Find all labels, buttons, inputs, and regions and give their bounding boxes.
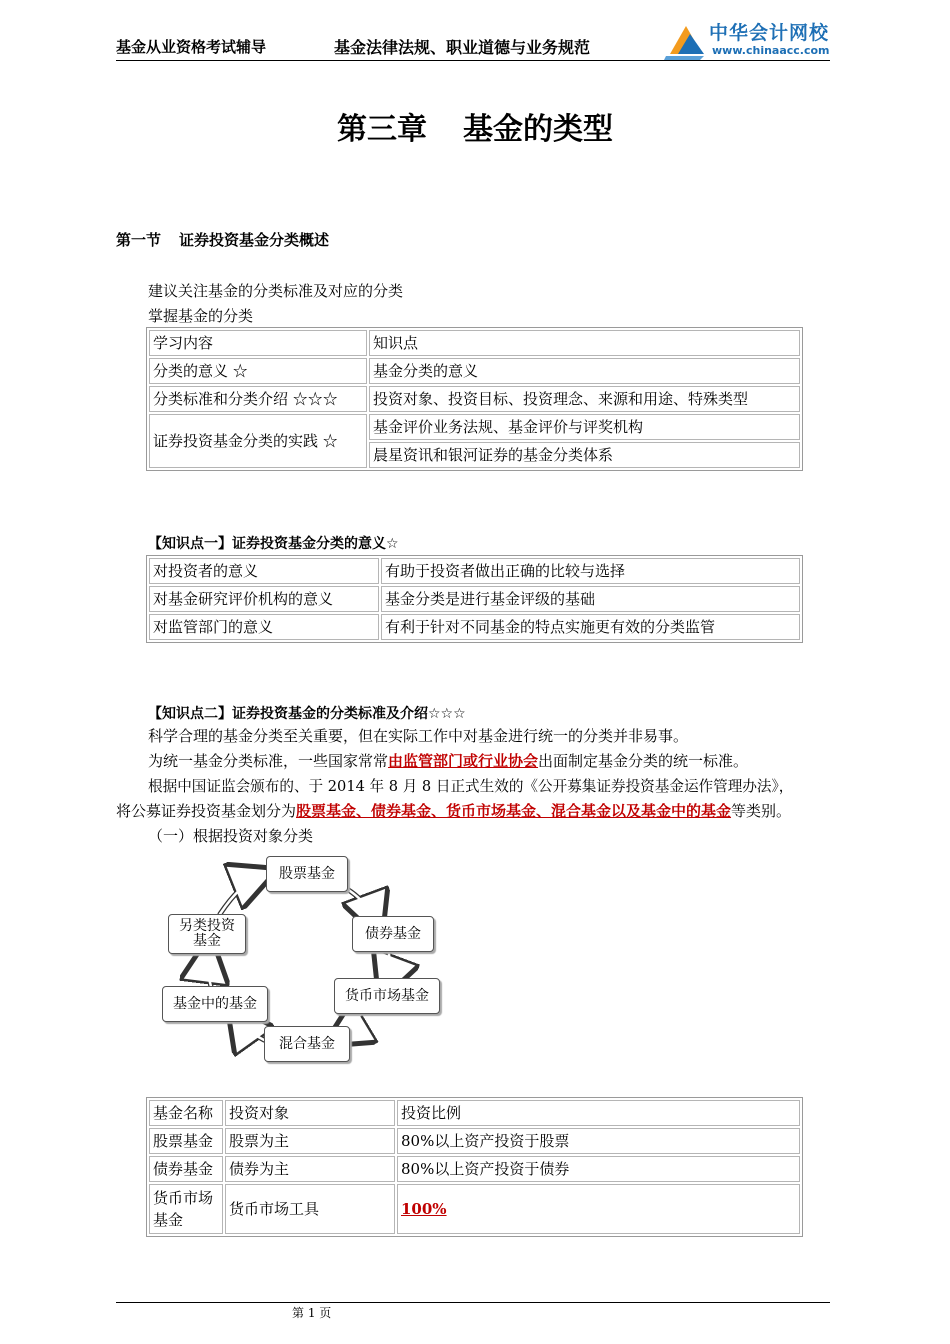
fund-investment-table <box>146 1097 803 1237</box>
kp2-paragraph-2-text-end: 出面制定基金分类的统一标准。 <box>538 752 749 770</box>
kp2-highlight-fund-types: 股票基金、债券基金、货币市场基金、混合基金以及基金中的基金 <box>296 802 732 820</box>
node-alternative-fund-line-1: 另类投资 <box>179 918 235 934</box>
header-subject-title: 基金法律法规、职业道德与业务规范 <box>334 38 591 57</box>
table-row <box>149 386 800 412</box>
chapter-number: 第三章 <box>337 112 427 147</box>
table-row <box>149 586 800 612</box>
page-number: 第 1 页 <box>292 1306 332 1320</box>
node-fund-of-funds: 基金中的基金 <box>162 986 268 1022</box>
table-row <box>149 614 800 640</box>
logo-chinese-name: 中华会计网校 <box>709 22 830 44</box>
section-number: 第一节 <box>116 231 162 249</box>
node-alternative-fund <box>168 914 246 954</box>
table-row <box>149 358 800 384</box>
arrow-alt-to-stock <box>220 876 260 914</box>
logo-mark-icon <box>664 20 708 60</box>
table-row <box>149 414 800 440</box>
kp2-highlight-regulator: 由监管部门或行业协会 <box>388 752 539 770</box>
table-row <box>149 1100 800 1126</box>
kp2-paragraph-3: 根据中国证监会颁布的、于 2014 年 8 月 8 日正式生效的《公开募集证券投资基金运作管理办法》， <box>148 778 794 795</box>
table-header-cell: 基金名称 <box>149 1100 223 1126</box>
table-cell: 债券基金 <box>149 1156 223 1182</box>
table-header-cell: 投资比例 <box>397 1100 800 1126</box>
table-cell: 有利于针对不同基金的特点实施更有效的分类监管 <box>381 614 800 640</box>
table-cell: 股票为主 <box>225 1128 395 1154</box>
table-cell <box>149 1184 223 1234</box>
table-cell: 债券为主 <box>225 1156 395 1182</box>
node-bond-fund: 债券基金 <box>352 916 434 952</box>
table-cell: 80%以上资产投资于股票 <box>397 1128 800 1154</box>
table-row <box>149 1184 800 1234</box>
logo-url: www.chinaacc.com <box>712 44 830 57</box>
table-cell: 基金评价业务法规、基金评价与评奖机构 <box>369 414 800 440</box>
knowledge-point-2-title: 【知识点二】证券投资基金的分类标准及介绍☆☆☆ <box>148 706 466 722</box>
kp2-paragraph-4-text-end: 等类别。 <box>731 802 792 820</box>
table-cell: 股票基金 <box>149 1128 223 1154</box>
table-row <box>149 558 800 584</box>
brand-logo[interactable] <box>664 16 844 62</box>
table-cell: 对投资者的意义 <box>149 558 379 584</box>
intro-line-1: 建议关注基金的分类标准及对应的分类 <box>148 282 404 300</box>
node-mixed-fund: 混合基金 <box>264 1026 350 1062</box>
table-cell: 分类的意义 ☆ <box>149 358 367 384</box>
table-row <box>149 1128 800 1154</box>
money-fund-ratio: 100% <box>401 1199 447 1218</box>
table-header-cell: 学习内容 <box>149 330 367 356</box>
table-cell: 基金分类是进行基金评级的基础 <box>381 586 800 612</box>
table-cell: 投资对象、投资目标、投资理念、来源和用途、特殊类型 <box>369 386 800 412</box>
money-fund-name-line-1: 货币市场 <box>153 1189 214 1207</box>
knowledge-point-1-title: 【知识点一】证券投资基金分类的意义☆ <box>148 536 399 552</box>
footer-divider <box>116 1302 830 1303</box>
chapter-heading <box>0 104 950 148</box>
section-heading <box>116 229 329 250</box>
intro-line-2: 掌握基金的分类 <box>148 307 254 325</box>
fund-type-cycle-diagram <box>150 850 460 1070</box>
table-cell <box>397 1184 800 1234</box>
kp2-paragraph-2-text: 为统一基金分类标准，一些国家常常 <box>148 752 389 770</box>
table-cell: 证券投资基金分类的实践 ☆ <box>149 414 367 468</box>
table-header-cell: 投资对象 <box>225 1100 395 1126</box>
chapter-title: 基金的类型 <box>463 112 613 147</box>
kp2-subheading-1: （一）根据投资对象分类 <box>148 827 314 845</box>
table-cell: 80%以上资产投资于债券 <box>397 1156 800 1182</box>
table-cell: 分类标准和分类介绍 ☆☆☆ <box>149 386 367 412</box>
money-fund-name-line-2: 基金 <box>153 1211 184 1229</box>
table-cell: 晨星资讯和银河证券的基金分类体系 <box>369 442 800 468</box>
study-content-table <box>146 327 803 471</box>
kp1-significance-table <box>146 555 803 643</box>
node-alternative-fund-line-2: 基金 <box>193 933 221 949</box>
table-cell: 基金分类的意义 <box>369 358 800 384</box>
kp2-paragraph-1: 科学合理的基金分类至关重要，但在实际工作中对基金进行统一的分类并非易事。 <box>148 727 689 745</box>
table-cell: 货币市场工具 <box>225 1184 395 1234</box>
table-cell: 对监管部门的意义 <box>149 614 379 640</box>
kp2-paragraph-4-text: 将公募证券投资基金划分为 <box>116 802 297 820</box>
kp2-paragraph-2 <box>148 750 748 771</box>
table-row <box>149 1156 800 1182</box>
node-money-market-fund: 货币市场基金 <box>334 978 440 1014</box>
table-cell: 有助于投资者做出正确的比较与选择 <box>381 558 800 584</box>
header-left-title: 基金从业资格考试辅导 <box>116 38 267 56</box>
table-row <box>149 330 800 356</box>
kp2-paragraph-4 <box>116 800 791 821</box>
node-stock-fund: 股票基金 <box>266 856 348 892</box>
table-cell: 对基金研究评价机构的意义 <box>149 586 379 612</box>
section-title: 证券投资基金分类概述 <box>179 231 330 249</box>
header-divider <box>116 60 830 61</box>
table-header-cell: 知识点 <box>369 330 800 356</box>
